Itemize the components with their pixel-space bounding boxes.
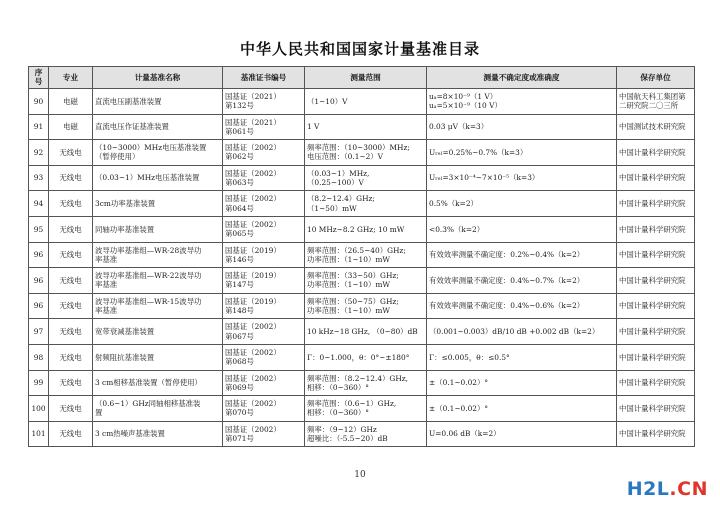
table-row — [29, 370, 695, 396]
cell-serial-number: 90 — [29, 88, 49, 114]
cell-certificate-number — [223, 319, 305, 345]
cell-certificate-number — [223, 268, 305, 294]
cell-measurement-range — [305, 88, 427, 114]
cell-standard-name — [93, 140, 223, 166]
cell-custodian-line: 中国计量科学研究院 — [619, 275, 686, 285]
cell-uncertainty — [427, 114, 617, 140]
cell-certificate-number — [223, 293, 305, 319]
cell-custodian-line: 中国计量科学研究院 — [619, 224, 686, 234]
table-body — [29, 88, 695, 446]
cell-certificate-number-line: 国基证（2002） — [225, 219, 281, 229]
cell-standard-name-line: 波导功率基准组—WR-28波导功 — [95, 245, 202, 255]
cell-standard-name-line: 3 cm热噪声基准装置 — [95, 429, 165, 439]
table-row — [29, 140, 695, 166]
watermark-suffix: .CN — [669, 478, 708, 500]
cell-uncertainty — [427, 421, 617, 447]
cell-measurement-range-line: 功率范围：（1~10）mW — [307, 306, 390, 316]
cell-custodian-line: 中国计量科学研究院 — [619, 173, 686, 183]
cell-custodian-line: 中国测试技术研究院 — [619, 122, 686, 132]
cell-certificate-number-line: 国基证（2019） — [225, 271, 281, 281]
cell-uncertainty-line: （0.001~0.003）dB/10 dB +0.002 dB（k=2） — [429, 326, 600, 336]
table-row — [29, 216, 695, 242]
cell-certificate-number-line: 国基证（2021） — [225, 117, 281, 127]
standards-table — [28, 66, 695, 447]
cell-certificate-number-line: 国基证（2002） — [225, 373, 281, 383]
cell-certificate-number — [223, 242, 305, 268]
cell-measurement-range — [305, 242, 427, 268]
cell-measurement-range-line: 频率范围：（0.6~1）GHz, — [307, 399, 397, 409]
cell-serial-number: 95 — [29, 216, 49, 242]
cell-certificate-number-line: 第065号 — [225, 229, 254, 239]
cell-serial-number: 91 — [29, 114, 49, 140]
table-row — [29, 396, 695, 422]
cell-standard-name-line: 直流电压副基准装置 — [95, 96, 162, 106]
cell-measurement-range-line: 功率范围：（1~10）mW — [307, 254, 390, 264]
cell-certificate-number-line: 第147号 — [225, 280, 254, 290]
cell-measurement-range — [305, 370, 427, 396]
cell-standard-name-line: （10~3000）MHz电压基准装置 — [95, 143, 207, 153]
cell-measurement-range-line: （0.03~1）MHz, — [307, 168, 370, 178]
cell-specialty: 无线电 — [49, 421, 93, 447]
cell-certificate-number — [223, 216, 305, 242]
cell-measurement-range-line: （1~50）mW — [307, 203, 357, 213]
column-header: 计量基准名称 — [93, 67, 223, 89]
cell-uncertainty — [427, 140, 617, 166]
cell-measurement-range-line: （8.2~12.4）GHz; — [307, 194, 375, 204]
cell-certificate-number — [223, 165, 305, 191]
cell-serial-number: 93 — [29, 165, 49, 191]
cell-certificate-number-line: 国基证（2019） — [225, 245, 281, 255]
cell-certificate-number-line: 国基证（2002） — [225, 347, 281, 357]
cell-custodian — [617, 268, 695, 294]
table-row — [29, 242, 695, 268]
cell-measurement-range — [305, 191, 427, 217]
cell-certificate-number — [223, 396, 305, 422]
cell-custodian — [617, 165, 695, 191]
cell-custodian-line: 中国计量科学研究院 — [619, 147, 686, 157]
cell-measurement-range-line: 频率范围：（26.5~40）GHz; — [307, 245, 406, 255]
cell-specialty: 无线电 — [49, 140, 93, 166]
cell-uncertainty — [427, 293, 617, 319]
cell-certificate-number — [223, 370, 305, 396]
cell-custodian — [617, 88, 695, 114]
cell-custodian — [617, 421, 695, 447]
cell-measurement-range — [305, 216, 427, 242]
cell-custodian-line: 中国计量科学研究院 — [619, 429, 686, 439]
cell-custodian — [617, 191, 695, 217]
cell-certificate-number-line: 国基证（2021） — [225, 92, 281, 102]
cell-standard-name-line: 波导功率基准组—WR-22波导功 — [95, 271, 202, 281]
cell-uncertainty-line: uₐ=8×10⁻⁹（1 V） — [429, 92, 498, 102]
table-row — [29, 88, 695, 114]
cell-standard-name-line: 3 cm相移基准装置（暂停使用） — [95, 378, 202, 388]
table-row — [29, 421, 695, 447]
cell-custodian — [617, 319, 695, 345]
table-row — [29, 319, 695, 345]
cell-measurement-range-line: 功率范围：（1~10）mW — [307, 280, 390, 290]
page-number: 10 — [354, 470, 366, 480]
cell-custodian — [617, 396, 695, 422]
cell-standard-name-line: 波导功率基准组—WR-15波导功 — [95, 296, 202, 306]
column-header: 保存单位 — [617, 67, 695, 89]
cell-certificate-number-line: 第063号 — [225, 178, 254, 188]
cell-standard-name-line: 射频阻抗基准装置 — [95, 352, 155, 362]
page-title: 中华人民共和国国家计量基准目录 — [239, 40, 480, 58]
cell-standard-name — [93, 396, 223, 422]
cell-specialty: 无线电 — [49, 319, 93, 345]
cell-measurement-range — [305, 268, 427, 294]
cell-standard-name — [93, 165, 223, 191]
cell-standard-name — [93, 88, 223, 114]
cell-uncertainty-line: 有效效率测量不确定度：0.4%~0.7%（k=2） — [429, 275, 585, 285]
cell-uncertainty-line: Γ：≤0.005，θ：≤0.5° — [429, 352, 510, 362]
cell-uncertainty — [427, 344, 617, 370]
cell-certificate-number-line: 第061号 — [225, 126, 254, 136]
cell-standard-name — [93, 242, 223, 268]
cell-standard-name — [93, 370, 223, 396]
cell-certificate-number-line: 国基证（2002） — [225, 399, 281, 409]
cell-measurement-range — [305, 114, 427, 140]
cell-uncertainty-line: uₐ=5×10⁻⁹（10 V） — [429, 101, 502, 111]
cell-serial-number: 101 — [29, 421, 49, 447]
cell-standard-name-line: 直流电压作证基准装置 — [95, 122, 169, 132]
cell-custodian — [617, 370, 695, 396]
cell-standard-name — [93, 421, 223, 447]
cell-certificate-number-line: 国基证（2002） — [225, 322, 281, 332]
cell-certificate-number-line: 第070号 — [225, 408, 254, 418]
cell-uncertainty — [427, 319, 617, 345]
cell-measurement-range-line: 频率范围：（10~3000）MHz; — [307, 143, 410, 153]
cell-serial-number: 96 — [29, 268, 49, 294]
cell-uncertainty-line: <0.3%（k=2） — [429, 224, 485, 234]
cell-standard-name — [93, 268, 223, 294]
cell-certificate-number-line: 国基证（2002） — [225, 424, 281, 434]
cell-specialty: 无线电 — [49, 216, 93, 242]
cell-measurement-range-line: （0.25~100）V — [307, 178, 364, 188]
watermark-main: H2L — [626, 478, 670, 500]
cell-custodian-line: 中国计量科学研究院 — [619, 301, 686, 311]
cell-certificate-number — [223, 114, 305, 140]
cell-certificate-number-line: 第148号 — [225, 306, 254, 316]
cell-measurement-range — [305, 421, 427, 447]
cell-custodian — [617, 140, 695, 166]
cell-measurement-range-line: （1~10）V — [307, 96, 348, 106]
cell-serial-number: 99 — [29, 370, 49, 396]
table-row — [29, 293, 695, 319]
cell-uncertainty — [427, 165, 617, 191]
cell-certificate-number — [223, 88, 305, 114]
cell-specialty: 无线电 — [49, 396, 93, 422]
cell-serial-number: 97 — [29, 319, 49, 345]
cell-uncertainty-line: Uᵣₑₗ=3×10⁻⁴~7×10⁻⁵（k=3） — [429, 173, 540, 183]
cell-measurement-range-line: 10 MHz~8.2 GHz; 10 mW — [307, 224, 405, 234]
column-header: 专业 — [49, 67, 93, 89]
cell-certificate-number — [223, 140, 305, 166]
cell-uncertainty-line: 有效效率测量不确定度：0.4%~0.6%（k=2） — [429, 301, 585, 311]
cell-serial-number: 100 — [29, 396, 49, 422]
cell-specialty: 电磁 — [49, 88, 93, 114]
cell-measurement-range-line: 频率范围：（33~50）GHz; — [307, 271, 399, 281]
cell-measurement-range — [305, 293, 427, 319]
cell-standard-name — [93, 216, 223, 242]
table-row — [29, 191, 695, 217]
cell-certificate-number-line: 第064号 — [225, 203, 254, 213]
cell-standard-name — [93, 191, 223, 217]
cell-measurement-range-line: 超噪比：（-5.5~20）dB — [307, 433, 388, 443]
cell-certificate-number — [223, 344, 305, 370]
cell-uncertainty — [427, 370, 617, 396]
cell-custodian — [617, 344, 695, 370]
cell-custodian — [617, 216, 695, 242]
table-row — [29, 165, 695, 191]
cell-certificate-number-line: 国基证（2002） — [225, 194, 281, 204]
column-header: 测量范围 — [305, 67, 427, 89]
cell-specialty: 无线电 — [49, 165, 93, 191]
cell-uncertainty-line: Uᵣₑₗ=0.25%~0.7%（k=3） — [429, 147, 528, 157]
cell-standard-name-line: 率基准 — [95, 306, 118, 316]
cell-certificate-number-line: 第068号 — [225, 357, 254, 367]
cell-standard-name-line: 率基准 — [95, 254, 118, 264]
cell-certificate-number-line: 第146号 — [225, 254, 254, 264]
cell-standard-name — [93, 114, 223, 140]
cell-certificate-number-line: 国基证（2002） — [225, 168, 281, 178]
cell-measurement-range — [305, 140, 427, 166]
cell-measurement-range-line: Γ：0~1.000，θ：0°~±180° — [307, 352, 410, 362]
cell-custodian-line: 中国计量科学研究院 — [619, 326, 686, 336]
column-header: 序号 — [29, 67, 49, 89]
cell-standard-name — [93, 319, 223, 345]
cell-specialty: 电磁 — [49, 114, 93, 140]
cell-custodian — [617, 242, 695, 268]
cell-certificate-number-line: 国基证（2002） — [225, 143, 281, 153]
cell-measurement-range-line: 频率范围：（50~75）GHz; — [307, 296, 399, 306]
cell-uncertainty — [427, 242, 617, 268]
cell-specialty: 无线电 — [49, 370, 93, 396]
cell-custodian — [617, 293, 695, 319]
cell-measurement-range-line: 频率：（9~12）GHz — [307, 424, 377, 434]
cell-serial-number: 96 — [29, 242, 49, 268]
cell-uncertainty-line: 有效效率测量不确定度：0.2%~0.4%（k=2） — [429, 250, 585, 260]
column-header: 基准证书编号 — [223, 67, 305, 89]
table-row — [29, 268, 695, 294]
cell-uncertainty — [427, 396, 617, 422]
cell-specialty: 无线电 — [49, 242, 93, 268]
cell-certificate-number — [223, 191, 305, 217]
cell-custodian-line: 中国计量科学研究院 — [619, 403, 686, 413]
cell-uncertainty — [427, 268, 617, 294]
site-watermark-logo — [627, 478, 708, 500]
cell-measurement-range — [305, 396, 427, 422]
cell-certificate-number-line: 第067号 — [225, 331, 254, 341]
cell-specialty: 无线电 — [49, 344, 93, 370]
cell-serial-number: 96 — [29, 293, 49, 319]
cell-measurement-range-line: 相移：（0~360）° — [307, 408, 369, 418]
cell-custodian-line: 中国计量科学研究院 — [619, 199, 686, 209]
cell-standard-name-line: （0.03~1）MHz电压基准装置 — [95, 173, 200, 183]
cell-uncertainty-line: 0.03 μV（k=3） — [429, 122, 489, 132]
cell-certificate-number-line: 国基证（2019） — [225, 296, 281, 306]
cell-measurement-range — [305, 165, 427, 191]
cell-custodian-line: 中国计量科学研究院 — [619, 250, 686, 260]
cell-serial-number: 94 — [29, 191, 49, 217]
table-row — [29, 344, 695, 370]
cell-uncertainty — [427, 88, 617, 114]
column-header: 测量不确定度或准确度 — [427, 67, 617, 89]
cell-serial-number: 92 — [29, 140, 49, 166]
cell-specialty: 无线电 — [49, 191, 93, 217]
cell-measurement-range — [305, 344, 427, 370]
cell-uncertainty — [427, 216, 617, 242]
cell-uncertainty-line: ±（0.1~0.02）° — [429, 378, 489, 388]
table-row — [29, 114, 695, 140]
cell-standard-name — [93, 293, 223, 319]
cell-uncertainty-line: U=0.06 dB（k=2） — [429, 429, 501, 439]
cell-specialty: 无线电 — [49, 293, 93, 319]
cell-serial-number: 98 — [29, 344, 49, 370]
cell-standard-name — [93, 344, 223, 370]
cell-uncertainty-line: ±（0.1~0.02）° — [429, 403, 489, 413]
table-header-row — [29, 67, 695, 89]
cell-uncertainty — [427, 191, 617, 217]
cell-measurement-range-line: 相移：（0~360）° — [307, 382, 369, 392]
cell-uncertainty-line: 0.5%（k=2） — [429, 199, 478, 209]
cell-custodian-line: 二研究院二〇三所 — [619, 101, 679, 111]
cell-custodian — [617, 114, 695, 140]
cell-certificate-number — [223, 421, 305, 447]
cell-standard-name-line: 宽带衰减基准装置 — [95, 326, 155, 336]
cell-standard-name-line: （0.6~1）GHz同轴相移基准装 — [95, 399, 201, 409]
cell-measurement-range-line: 10 kHz~18 GHz, （0~80）dB — [307, 326, 418, 336]
cell-standard-name-line: （暂停使用） — [95, 152, 140, 162]
cell-measurement-range — [305, 319, 427, 345]
cell-standard-name-line: 置 — [95, 408, 103, 418]
cell-standard-name-line: 3cm功率基准装置 — [95, 199, 156, 209]
cell-certificate-number-line: 第069号 — [225, 382, 254, 392]
cell-measurement-range-line: 1 V — [307, 122, 320, 132]
cell-standard-name-line: 同轴功率基准装置 — [95, 224, 155, 234]
cell-measurement-range-line: 频率范围：（8.2~12.4）GHz, — [307, 373, 409, 383]
cell-custodian-line: 中国计量科学研究院 — [619, 378, 686, 388]
cell-certificate-number-line: 第132号 — [225, 101, 254, 111]
cell-custodian-line: 中国航天科工集团第 — [619, 92, 686, 102]
cell-custodian-line: 中国计量科学研究院 — [619, 352, 686, 362]
cell-measurement-range-line: 电压范围：（0.1~2）V — [307, 152, 384, 162]
cell-standard-name-line: 率基准 — [95, 280, 118, 290]
cell-certificate-number-line: 第062号 — [225, 152, 254, 162]
cell-specialty: 无线电 — [49, 268, 93, 294]
cell-certificate-number-line: 第071号 — [225, 433, 254, 443]
